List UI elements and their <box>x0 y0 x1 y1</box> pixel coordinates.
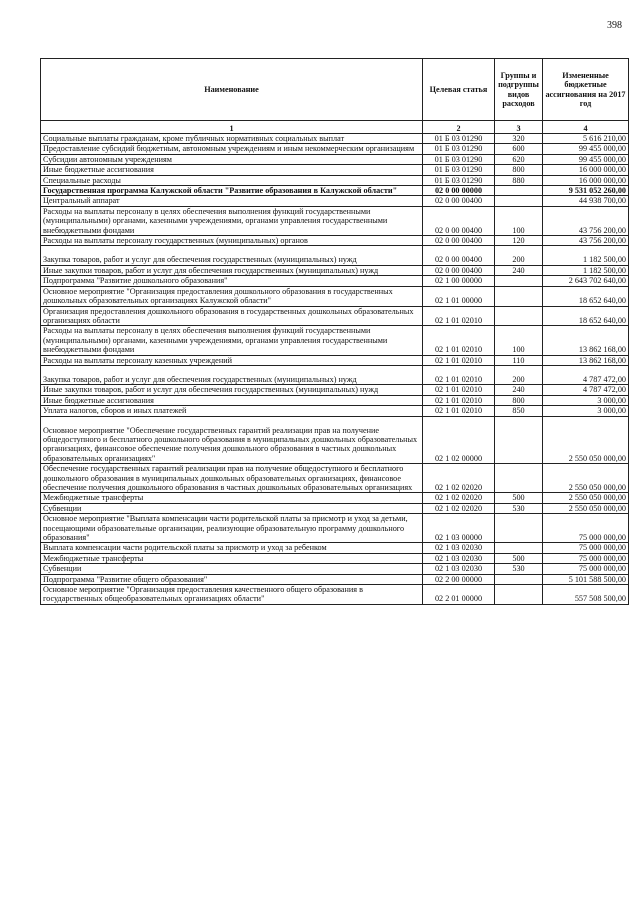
row-amount: 44 938 700,00 <box>543 196 629 206</box>
row-amount: 5 101 588 500,00 <box>543 574 629 584</box>
row-group-code <box>495 186 543 196</box>
row-group-code <box>495 514 543 543</box>
row-target-code: 02 1 01 02010 <box>423 395 495 405</box>
table-row <box>41 134 629 144</box>
row-name: Основное мероприятие "Организация предоставления дошкольного образования в государственных дошкольных образовательных организациях Калужской области" <box>41 286 423 306</box>
row-group-code <box>495 574 543 584</box>
table-row <box>41 514 629 543</box>
row-target-code: 02 2 00 00000 <box>423 574 495 584</box>
table-row <box>41 543 629 553</box>
table-row <box>41 553 629 563</box>
row-target-code: 02 1 02 00000 <box>423 416 495 464</box>
row-name: Закупка товаров, работ и услуг для обеспечения государственных (муниципальных) нужд <box>41 246 423 265</box>
table-row <box>41 154 629 164</box>
row-target-code: 02 1 03 02030 <box>423 564 495 574</box>
row-target-code: 01 Б 03 01290 <box>423 154 495 164</box>
row-amount: 2 550 050 000,00 <box>543 493 629 503</box>
row-name: Центральный аппарат <box>41 196 423 206</box>
header-amount: Измененные бюджетные ассигнования на 2017 год <box>543 59 629 121</box>
row-target-code: 02 1 02 02020 <box>423 493 495 503</box>
row-group-code: 240 <box>495 265 543 275</box>
table-row <box>41 326 629 355</box>
row-group-code: 850 <box>495 406 543 416</box>
row-target-code: 02 1 01 02010 <box>423 326 495 355</box>
column-index: 3 <box>495 121 543 134</box>
page-number: 398 <box>607 20 622 31</box>
row-name: Расходы на выплаты персоналу в целях обеспечения выполнения функций государственными (муниципальными) органами, казенными учреждениями, органами управления государственными внебюджетными фондами <box>41 206 423 235</box>
row-group-code: 800 <box>495 165 543 175</box>
row-target-code: 01 Б 03 01290 <box>423 175 495 185</box>
row-amount: 2 550 050 000,00 <box>543 416 629 464</box>
budget-table <box>40 58 629 605</box>
row-target-code: 02 1 03 02030 <box>423 543 495 553</box>
row-target-code: 02 1 01 02010 <box>423 406 495 416</box>
column-index: 4 <box>543 121 629 134</box>
row-amount: 16 000 000,00 <box>543 165 629 175</box>
row-target-code: 02 1 01 00000 <box>423 286 495 306</box>
row-target-code: 02 0 00 00400 <box>423 246 495 265</box>
table-row <box>41 236 629 246</box>
row-name: Уплата налогов, сборов и иных платежей <box>41 406 423 416</box>
row-name: Социальные выплаты гражданам, кроме публичных нормативных социальных выплат <box>41 134 423 144</box>
table-row <box>41 385 629 395</box>
row-target-code: 02 1 03 02030 <box>423 553 495 563</box>
row-amount: 16 000 000,00 <box>543 175 629 185</box>
row-amount: 18 652 640,00 <box>543 306 629 326</box>
row-name: Субсидии автономным учреждениям <box>41 154 423 164</box>
row-target-code: 02 1 00 00000 <box>423 276 495 286</box>
row-amount: 75 000 000,00 <box>543 543 629 553</box>
column-index: 2 <box>423 121 495 134</box>
row-amount: 3 000,00 <box>543 395 629 405</box>
row-target-code: 02 0 00 00400 <box>423 196 495 206</box>
row-name: Специальные расходы <box>41 175 423 185</box>
row-group-code: 110 <box>495 355 543 365</box>
table-row <box>41 306 629 326</box>
table-row <box>41 165 629 175</box>
row-amount: 99 455 000,00 <box>543 144 629 154</box>
row-group-code <box>495 585 543 605</box>
row-group-code: 120 <box>495 236 543 246</box>
row-amount: 13 862 168,00 <box>543 326 629 355</box>
row-target-code: 01 Б 03 01290 <box>423 144 495 154</box>
row-amount: 2 550 050 000,00 <box>543 464 629 493</box>
row-target-code: 02 1 01 02010 <box>423 385 495 395</box>
row-name: Выплата компенсации части родительской платы за присмотр и уход за ребенком <box>41 543 423 553</box>
table-row <box>41 355 629 365</box>
row-name: Основное мероприятие "Выплата компенсации части родительской платы за присмотр и уход за детьми, посещающими образовательные организации, реализующие образовательную программу дошкольного образования" <box>41 514 423 543</box>
row-group-code: 880 <box>495 175 543 185</box>
row-group-code <box>495 286 543 306</box>
header-name: Наименование <box>41 59 423 121</box>
row-group-code: 200 <box>495 246 543 265</box>
row-target-code: 02 1 02 02020 <box>423 503 495 513</box>
table-row <box>41 276 629 286</box>
table-row <box>41 564 629 574</box>
header-target: Целевая статья <box>423 59 495 121</box>
table-row <box>41 265 629 275</box>
row-name: Подпрограмма "Развитие дошкольного образования" <box>41 276 423 286</box>
row-amount: 1 182 500,00 <box>543 265 629 275</box>
row-group-code <box>495 276 543 286</box>
row-amount: 99 455 000,00 <box>543 154 629 164</box>
row-group-code: 530 <box>495 503 543 513</box>
row-amount: 13 862 168,00 <box>543 355 629 365</box>
table-row <box>41 503 629 513</box>
table-row <box>41 574 629 584</box>
table-row <box>41 464 629 493</box>
row-group-code <box>495 416 543 464</box>
row-amount: 18 652 640,00 <box>543 286 629 306</box>
row-amount: 5 616 210,00 <box>543 134 629 144</box>
row-amount: 75 000 000,00 <box>543 553 629 563</box>
row-target-code: 02 1 01 02010 <box>423 355 495 365</box>
row-group-code: 100 <box>495 326 543 355</box>
header-groups: Группы и подгруппы видов расходов <box>495 59 543 121</box>
row-group-code <box>495 464 543 493</box>
column-index: 1 <box>41 121 423 134</box>
row-name: Иные бюджетные ассигнования <box>41 395 423 405</box>
table-body <box>41 134 629 605</box>
row-name: Основное мероприятие "Организация предоставления качественного общего образования в государственных общеобразовательных организациях области" <box>41 585 423 605</box>
row-group-code: 600 <box>495 144 543 154</box>
row-name: Закупка товаров, работ и услуг для обеспечения государственных (муниципальных) нужд <box>41 365 423 384</box>
table-row <box>41 286 629 306</box>
table-row <box>41 395 629 405</box>
row-target-code: 02 0 00 00400 <box>423 265 495 275</box>
row-amount: 2 550 050 000,00 <box>543 503 629 513</box>
row-target-code: 02 0 00 00000 <box>423 186 495 196</box>
table-row <box>41 416 629 464</box>
column-index-row <box>41 121 629 134</box>
row-group-code: 200 <box>495 365 543 384</box>
row-amount: 557 508 500,00 <box>543 585 629 605</box>
table-row <box>41 585 629 605</box>
row-amount: 43 756 200,00 <box>543 206 629 235</box>
row-group-code: 320 <box>495 134 543 144</box>
row-target-code: 02 0 00 00400 <box>423 236 495 246</box>
row-name: Обеспечение государственных гарантий реализации прав на получение общедоступного и бесплатного дошкольного образования в муниципальных дошкольных образовательных организациях, финансовое обеспечение получения дошкольного образования в частных дошкольных образовательных организациях <box>41 464 423 493</box>
row-name: Межбюджетные трансферты <box>41 493 423 503</box>
table-row <box>41 196 629 206</box>
row-target-code: 01 Б 03 01290 <box>423 134 495 144</box>
table-row <box>41 144 629 154</box>
row-name: Основное мероприятие "Обеспечение государственных гарантий реализации прав на получение общедоступного и бесплатного дошкольного образования в муниципальных дошкольных образовательных организациях, финансовое обеспечение получения дошкольного образования в частных дошкольных образовательных организациях" <box>41 416 423 464</box>
row-group-code: 500 <box>495 493 543 503</box>
row-name: Межбюджетные трансферты <box>41 553 423 563</box>
row-name: Иные закупки товаров, работ и услуг для обеспечения государственных (муниципальных) нужд <box>41 385 423 395</box>
row-amount: 75 000 000,00 <box>543 514 629 543</box>
row-target-code: 02 0 00 00400 <box>423 206 495 235</box>
row-name: Государственная программа Калужской области "Развитие образования в Калужской области" <box>41 186 423 196</box>
row-name: Иные бюджетные ассигнования <box>41 165 423 175</box>
row-amount: 9 531 052 260,00 <box>543 186 629 196</box>
row-target-code: 02 1 03 00000 <box>423 514 495 543</box>
row-group-code: 620 <box>495 154 543 164</box>
row-target-code: 02 1 01 02010 <box>423 365 495 384</box>
row-group-code: 500 <box>495 553 543 563</box>
row-target-code: 01 Б 03 01290 <box>423 165 495 175</box>
row-amount: 3 000,00 <box>543 406 629 416</box>
row-name: Расходы на выплаты персоналу государственных (муниципальных) органов <box>41 236 423 246</box>
row-group-code <box>495 196 543 206</box>
row-name: Расходы на выплаты персоналу казенных учреждений <box>41 355 423 365</box>
row-group-code: 800 <box>495 395 543 405</box>
row-amount: 75 000 000,00 <box>543 564 629 574</box>
row-amount: 4 787 472,00 <box>543 385 629 395</box>
row-target-code: 02 1 02 02020 <box>423 464 495 493</box>
table-row <box>41 246 629 265</box>
row-group-code <box>495 306 543 326</box>
row-name: Подпрограмма "Развитие общего образования" <box>41 574 423 584</box>
row-name: Расходы на выплаты персоналу в целях обеспечения выполнения функций государственными (муниципальными) органами, казенными учреждениями, органами управления государственными внебюджетными фондами <box>41 326 423 355</box>
row-name: Субвенции <box>41 503 423 513</box>
row-amount: 43 756 200,00 <box>543 236 629 246</box>
table-row <box>41 175 629 185</box>
table-row <box>41 365 629 384</box>
row-name: Субвенции <box>41 564 423 574</box>
row-name: Предоставление субсидий бюджетным, автономным учреждениям и иным некоммерческим организациям <box>41 144 423 154</box>
table-row <box>41 206 629 235</box>
row-name: Организация предоставления дошкольного образования в государственных дошкольных образовательных организациях области <box>41 306 423 326</box>
row-group-code: 240 <box>495 385 543 395</box>
row-amount: 2 643 702 640,00 <box>543 276 629 286</box>
table-row <box>41 406 629 416</box>
row-group-code <box>495 543 543 553</box>
row-name: Иные закупки товаров, работ и услуг для обеспечения государственных (муниципальных) нужд <box>41 265 423 275</box>
table-row <box>41 186 629 196</box>
row-amount: 1 182 500,00 <box>543 246 629 265</box>
row-group-code: 100 <box>495 206 543 235</box>
row-amount: 4 787 472,00 <box>543 365 629 384</box>
table-row <box>41 493 629 503</box>
row-target-code: 02 2 01 00000 <box>423 585 495 605</box>
row-group-code: 530 <box>495 564 543 574</box>
row-target-code: 02 1 01 02010 <box>423 306 495 326</box>
